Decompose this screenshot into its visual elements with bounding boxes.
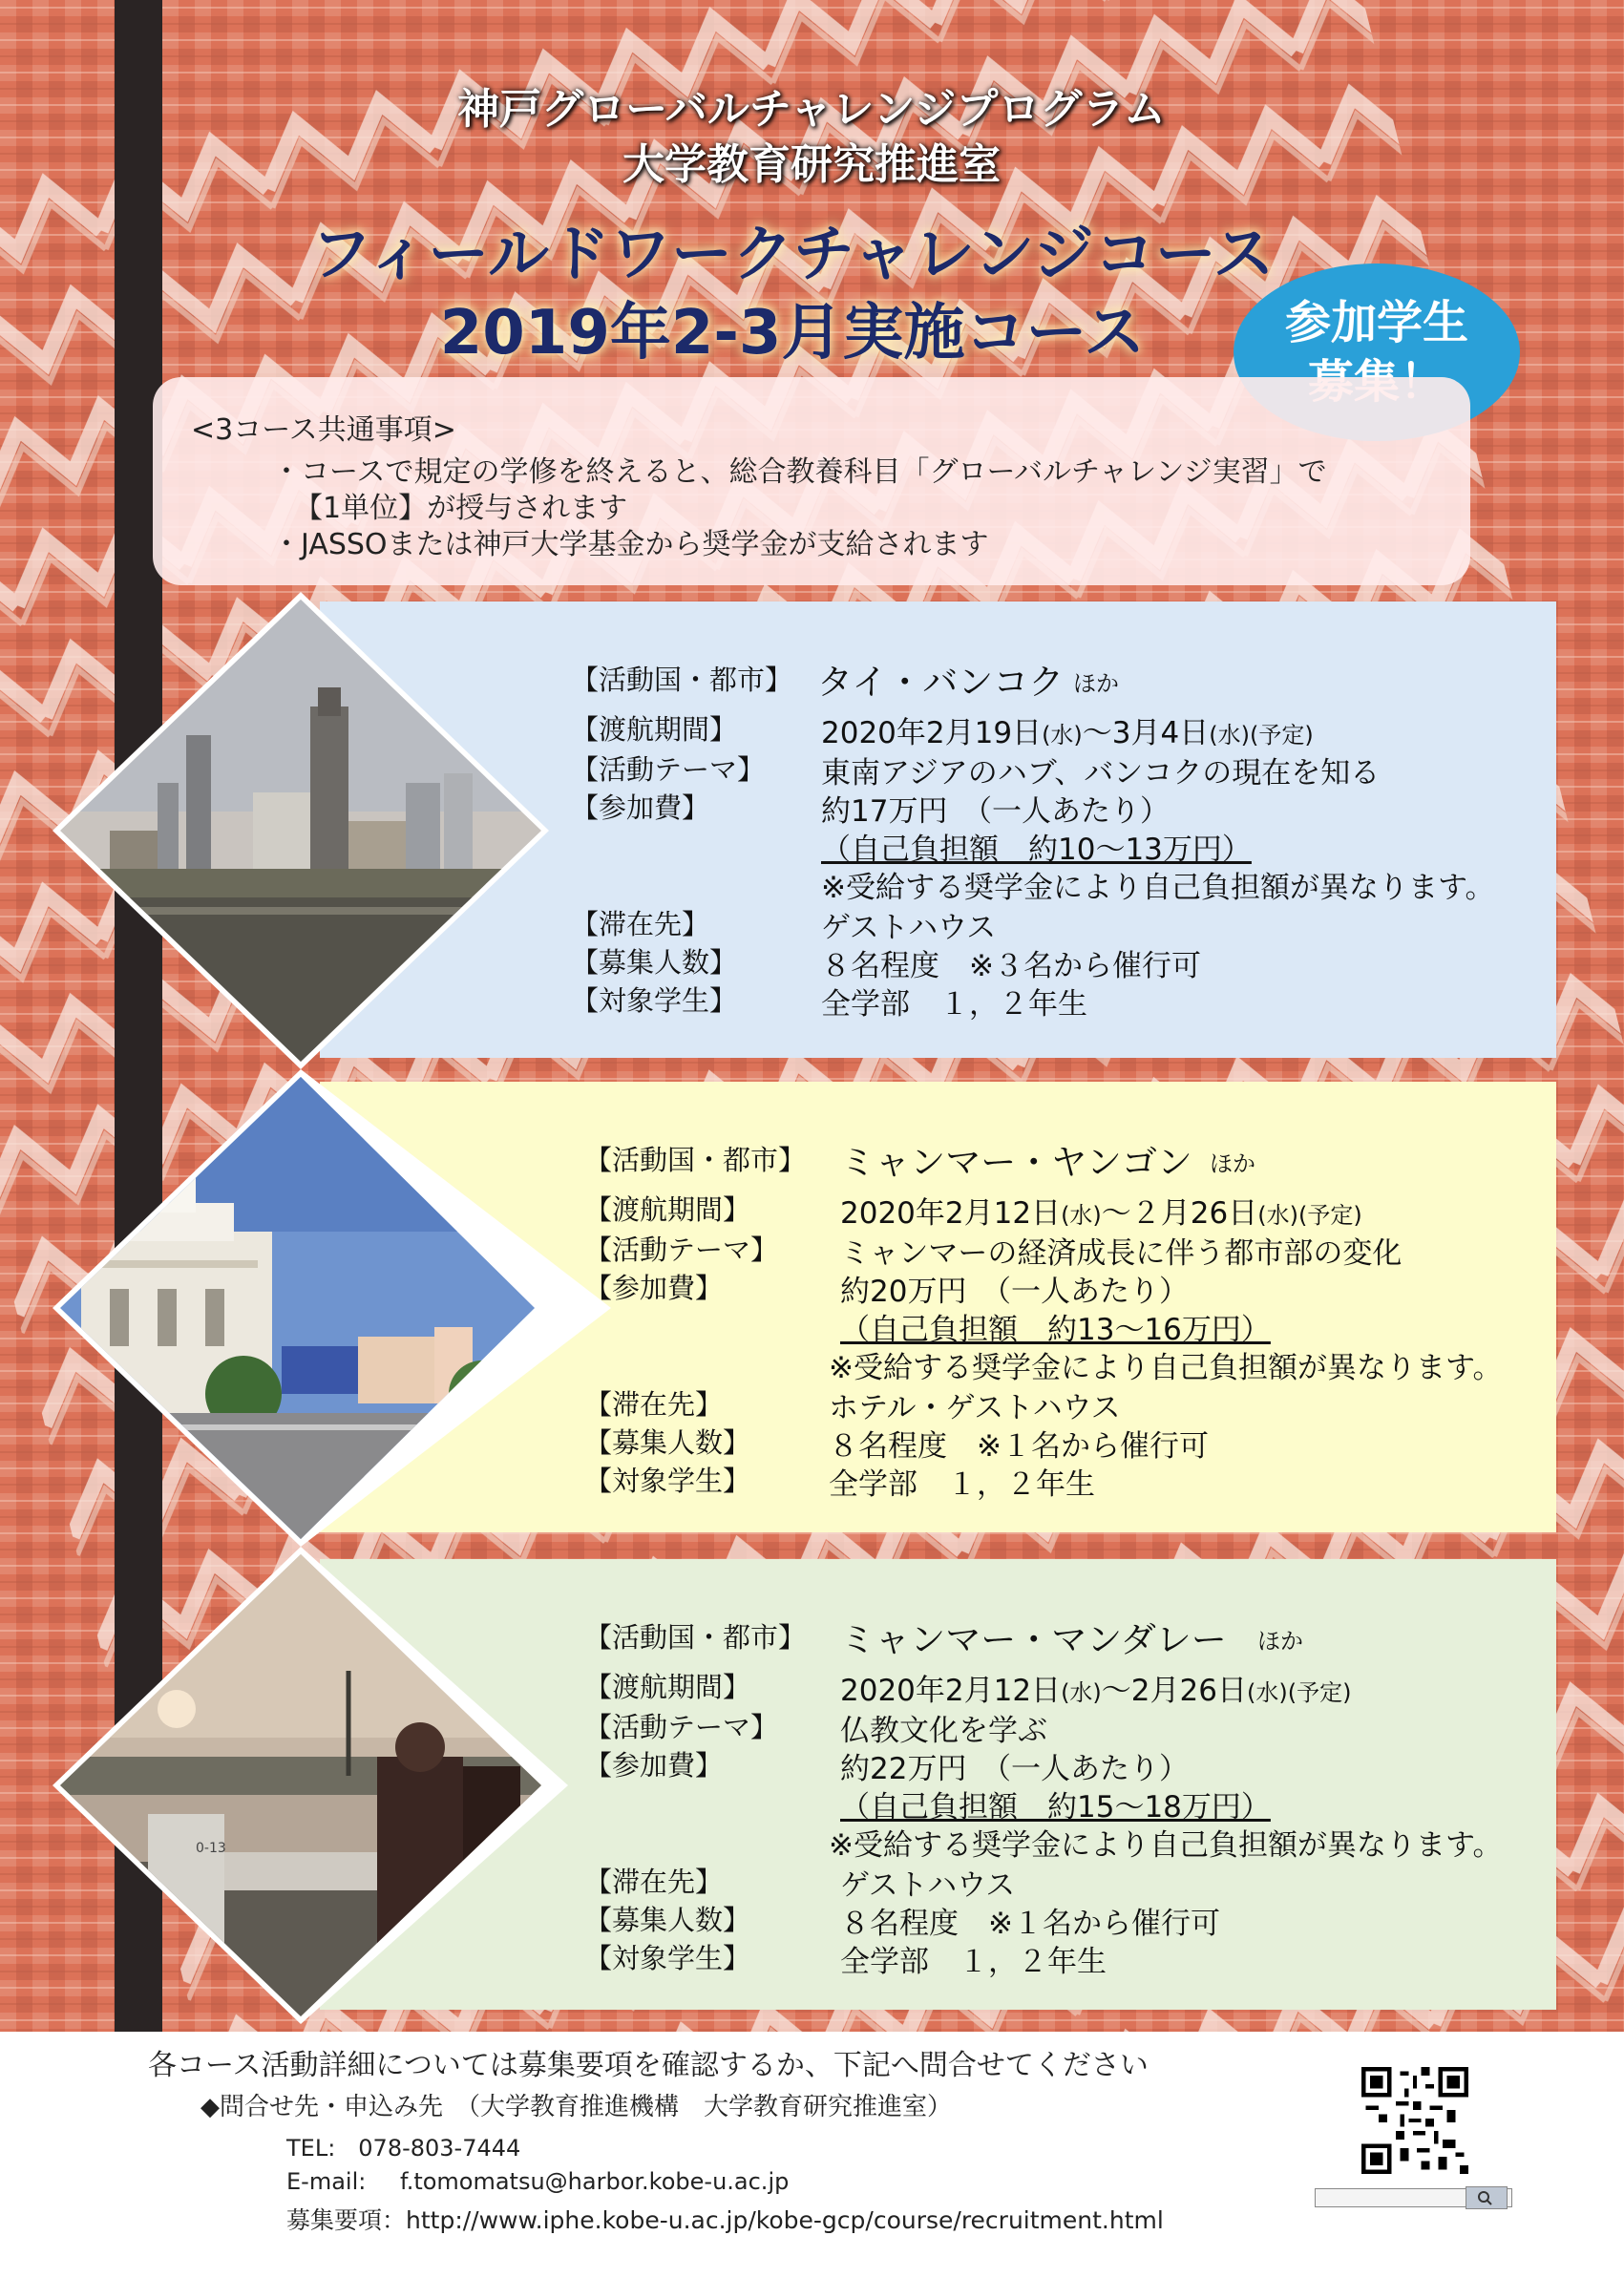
country-hoka: ほか <box>1257 1628 1303 1655</box>
label-theme: 【活動テーマ】 <box>584 1711 779 1743</box>
period-value <box>840 1666 1351 1709</box>
mandalay-photo <box>53 1547 568 2024</box>
label-stay: 【滞在先】 <box>571 908 710 940</box>
country-value: ミャンマー・マンダレー <box>840 1619 1227 1660</box>
stay-value: ゲストハウス <box>821 911 997 945</box>
fee-value: 約20万円 （一人あたり） <box>840 1275 1189 1309</box>
label-period: 【渡航期間】 <box>571 713 738 746</box>
target-value: 全学部 １，２年生 <box>840 1945 1107 1979</box>
theme-value: 仏教文化を学ぶ <box>840 1714 1047 1748</box>
qr-code-icon[interactable] <box>1361 2067 1468 2174</box>
label-period: 【渡航期間】 <box>584 1671 751 1703</box>
period-start: 2020年2月12日 <box>840 1196 1062 1231</box>
period-start-day: (水) <box>1061 1679 1102 1706</box>
country-value: タイ・バンコク <box>817 662 1065 703</box>
theme-value: ミャンマーの経済成長に伴う都市部の変化 <box>840 1236 1403 1271</box>
contact-tel: TEL: 078-803-7444 <box>286 2135 521 2162</box>
url-label: 募集要項： <box>286 2206 407 2234</box>
label-target: 【対象学生】 <box>571 984 738 1017</box>
bangkok-photo <box>53 592 549 1069</box>
post-number: 0-13 <box>196 1841 226 1856</box>
period-note: (予定) <box>1287 1679 1352 1706</box>
badge-line-1: 参加学生 <box>1284 296 1468 349</box>
label-fee: 【参加費】 <box>584 1272 724 1304</box>
course-title: フィールドワークチャレンジコース <box>310 220 1275 290</box>
office-title: 大学教育研究推進室 <box>622 140 1001 189</box>
period-end: ～2月26日 <box>1101 1674 1247 1708</box>
target-value: 全学部 １，２年生 <box>829 1467 1095 1502</box>
period-start: 2020年2月12日 <box>840 1674 1062 1708</box>
period-value <box>821 708 1314 751</box>
capacity-value: ８名程度 ※１名から催行可 <box>829 1429 1209 1464</box>
period-start-day: (水) <box>1042 722 1083 749</box>
common-info-line: ・コースで規定の学修を終えると、総合教養科目「グローバルチャレンジ実習」で <box>272 455 1327 489</box>
footer-intro: 各コース活動詳細については募集要項を確認するか、下記へ問合せてください <box>148 2049 1149 2082</box>
stay-value: ホテル・ゲストハウス <box>829 1391 1121 1425</box>
stay-value: ゲストハウス <box>840 1868 1016 1903</box>
self-pay-value: （自己負担額 約13～16万円） <box>840 1313 1271 1347</box>
program-title: 神戸グローバルチャレンジプログラム <box>457 85 1166 134</box>
period-start-day: (水) <box>1061 1202 1102 1229</box>
search-button[interactable] <box>1466 2186 1508 2209</box>
capacity-value: ８名程度 ※１名から催行可 <box>840 1907 1220 1941</box>
label-capacity: 【募集人数】 <box>584 1426 751 1459</box>
search-icon <box>1466 2187 1507 2208</box>
self-pay-value: （自己負担額 約10～13万円） <box>821 833 1252 867</box>
label-fee: 【参加費】 <box>584 1749 724 1782</box>
period-note: (予定) <box>1249 722 1314 749</box>
scholarship-note: ※受給する奨学金により自己負担額が異なります。 <box>829 1351 1503 1385</box>
theme-value: 東南アジアのハブ、バンコクの現在を知る <box>821 756 1381 791</box>
label-country: 【活動国・都市】 <box>571 664 793 696</box>
period-end-day: (水) <box>1246 1679 1288 1706</box>
contact-email <box>286 2168 789 2195</box>
country-hoka: ほか <box>1210 1150 1255 1177</box>
common-info-line: 【1単位】が授与されます <box>294 492 628 525</box>
self-pay-value: （自己負担額 約15～18万円） <box>840 1790 1271 1825</box>
scholarship-note: ※受給する奨学金により自己負担額が異なります。 <box>821 871 1495 905</box>
label-capacity: 【募集人数】 <box>584 1904 751 1936</box>
country-value: ミャンマー・ヤンゴン <box>840 1142 1192 1183</box>
period-end-day: (水) <box>1209 722 1250 749</box>
period-start: 2020年2月19日 <box>821 716 1043 750</box>
label-theme: 【活動テーマ】 <box>571 753 766 786</box>
period-note: (予定) <box>1297 1202 1362 1229</box>
fee-value: 約17万円 （一人あたり） <box>821 794 1170 829</box>
recruitment-url <box>286 2202 1164 2236</box>
label-country: 【活動国・都市】 <box>584 1144 807 1176</box>
period-end-day: (水) <box>1257 1202 1298 1229</box>
target-value: 全学部 １，２年生 <box>821 987 1087 1022</box>
label-stay: 【滞在先】 <box>584 1866 724 1898</box>
capacity-value: ８名程度 ※３名から催行可 <box>821 949 1201 983</box>
label-stay: 【滞在先】 <box>584 1388 724 1421</box>
scholarship-note: ※受給する奨学金により自己負担額が異なります。 <box>829 1828 1503 1863</box>
label-country: 【活動国・都市】 <box>584 1621 807 1654</box>
course-year-title: 2019年2-3月実施コース <box>439 298 1146 369</box>
common-info-line: ・JASSOまたは神戸大学基金から奨学金が支給されます <box>272 528 989 561</box>
period-value <box>840 1189 1362 1232</box>
common-info-title: <3コース共通事項> <box>191 413 456 447</box>
email-label: E-mail: <box>286 2168 367 2195</box>
period-end: ～２月26日 <box>1101 1196 1258 1231</box>
email-link[interactable]: f.tomomatsu@harbor.kobe-u.ac.jp <box>399 2168 790 2195</box>
label-period: 【渡航期間】 <box>584 1193 751 1226</box>
label-target: 【対象学生】 <box>584 1465 751 1497</box>
fee-value: 約22万円 （一人あたり） <box>840 1752 1189 1786</box>
country-hoka: ほか <box>1073 670 1119 697</box>
yangon-photo <box>53 1069 611 1547</box>
label-fee: 【参加費】 <box>571 791 710 824</box>
url-link[interactable]: http://www.iphe.kobe-u.ac.jp/kobe-gcp/course/recruitment.html <box>406 2206 1164 2234</box>
common-info-box <box>153 377 1470 585</box>
label-theme: 【活動テーマ】 <box>584 1234 779 1266</box>
period-end: ～3月4日 <box>1082 716 1210 750</box>
contact-heading: ◆問合せ先・申込み先 （大学教育推進機構 大学教育研究推進室） <box>200 2093 952 2121</box>
label-target: 【対象学生】 <box>584 1942 751 1974</box>
label-capacity: 【募集人数】 <box>571 946 738 979</box>
